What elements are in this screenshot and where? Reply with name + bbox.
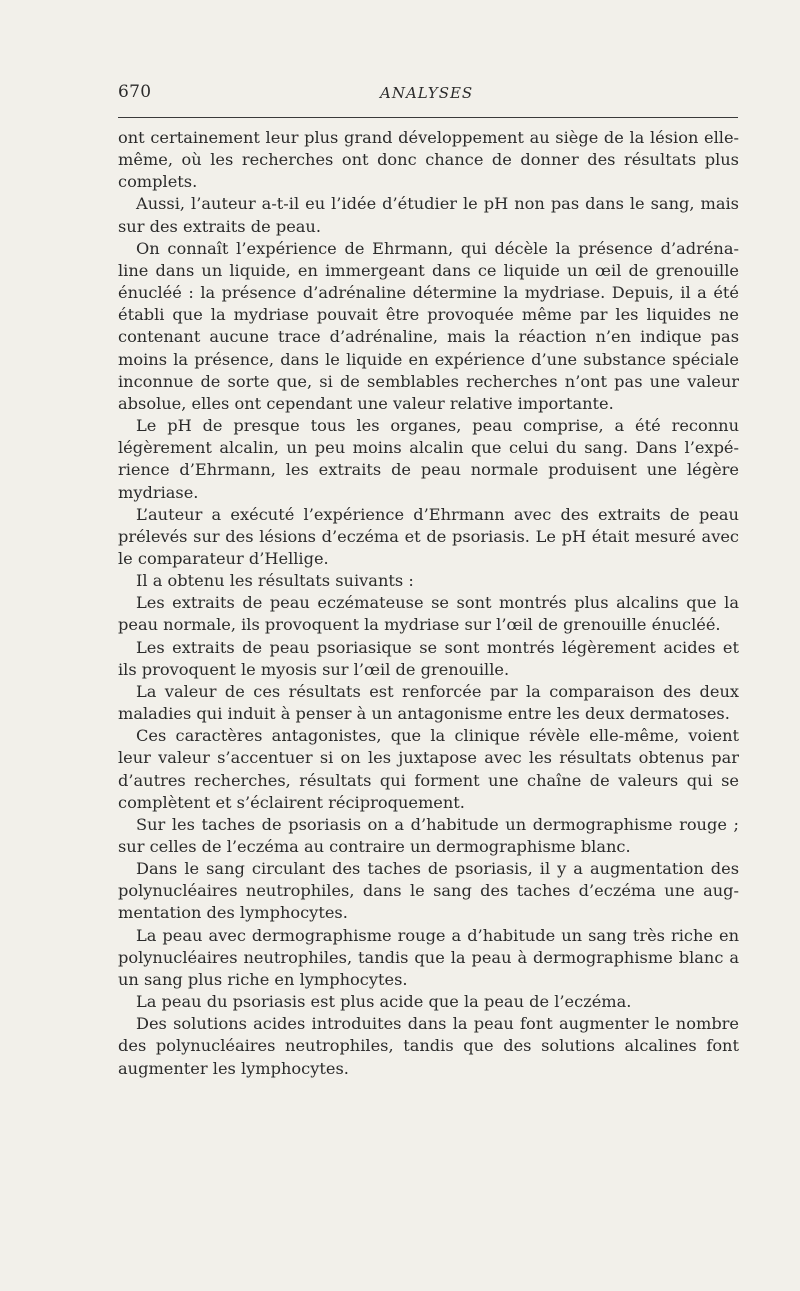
paragraph: Il a obtenu les résultats suivants :: [136, 571, 414, 591]
paragraph: L’auteur a exécuté l’expérience d’Ehrmann avec des extraits de peau prélevés sur des lésions d’eczéma et de psoriasis. Le pH était mesuré avec le comparateur d’Hellige.: [118, 504, 739, 568]
paragraph: On connaît l’expérience de Ehrmann, qui décèle la présence d’adrénaline dans un liquide, en immergeant dans ce liquide un œil de grenouille énucléé : la présence d’adrénaline détermine la mydriase. Depuis, il a été établi que la mydriase pouvait être provoquée même par les liquides ne contenant aucune trace d’adrénaline, mais la réaction n’en indique pas moins la présence, dans le liquide en expérience d’une substance spéciale inconnue de sorte que, si de semblables recherches n’ont pas une valeur absolue, elles ont cependant une valeur relative importante.: [118, 238, 739, 413]
paragraph: Sur les taches de psoriasis on a d’habitude un dermographisme rouge ; sur celles de l’eczéma au contraire un dermographisme blanc.: [118, 814, 739, 856]
paragraph: La peau du psoriasis est plus acide que la peau de l’eczéma.: [136, 992, 632, 1012]
paragraph: ont certainement leur plus grand développement au siège de la lésion elle-même, où les recherches ont donc chance de donner des résultats plus complets.: [118, 128, 739, 192]
body-text: [118, 127, 739, 1080]
page-number: 670: [118, 82, 152, 102]
paragraph: La peau avec dermographisme rouge a d’habitude un sang très riche en polynucléaires neutrophiles, tandis que la peau à dermographisme blanc a un sang plus riche en lymphocytes.: [118, 925, 739, 989]
running-title: ANALYSES: [380, 84, 474, 102]
paragraph: Les extraits de peau psoriasique se sont montrés légèrement acides et ils provoquent le myosis sur l’œil de grenouille.: [118, 637, 739, 679]
paragraph: Des solutions acides introduites dans la peau font augmenter le nombre des polynucléaires neutrophiles, tandis que des solutions alcalines font augmenter les lymphocytes.: [118, 1014, 739, 1078]
paragraph: Le pH de presque tous les organes, peau comprise, a été reconnu légèrement alcalin, un peu moins alcalin que celui du sang. Dans l’expérience d’Ehrmann, les extraits de peau normale produisent une légère mydriase.: [118, 416, 739, 502]
header-rule: [118, 117, 738, 118]
paragraph: Aussi, l’auteur a-t-il eu l’idée d’étudier le pH non pas dans le sang, mais sur des extraits de peau.: [118, 194, 739, 236]
paragraph: La valeur de ces résultats est renforcée par la comparaison des deux maladies qui induit à penser à un antagonisme entre les deux dermatoses.: [118, 681, 739, 724]
page-header: [118, 82, 738, 108]
paragraph: Ces caractères antagonistes, que la clinique révèle elle-même, voient leur valeur s’accentuer si on les juxtapose avec les résultats obtenus par d’autres recherches, résultats qui forment une chaîne de valeurs qui se complètent et s’éclairent réciproquement.: [118, 726, 739, 812]
paragraph: Les extraits de peau eczémateuse se sont montrés plus alcalins que la peau normale, ils provoquent la mydriase sur l’œil de grenouille énucléé.: [118, 593, 739, 635]
paragraph: Dans le sang circulant des taches de psoriasis, il y a augmentation des polynucléaires neutrophiles, dans le sang des taches d’eczéma une augmentation des lymphocytes.: [118, 859, 739, 923]
